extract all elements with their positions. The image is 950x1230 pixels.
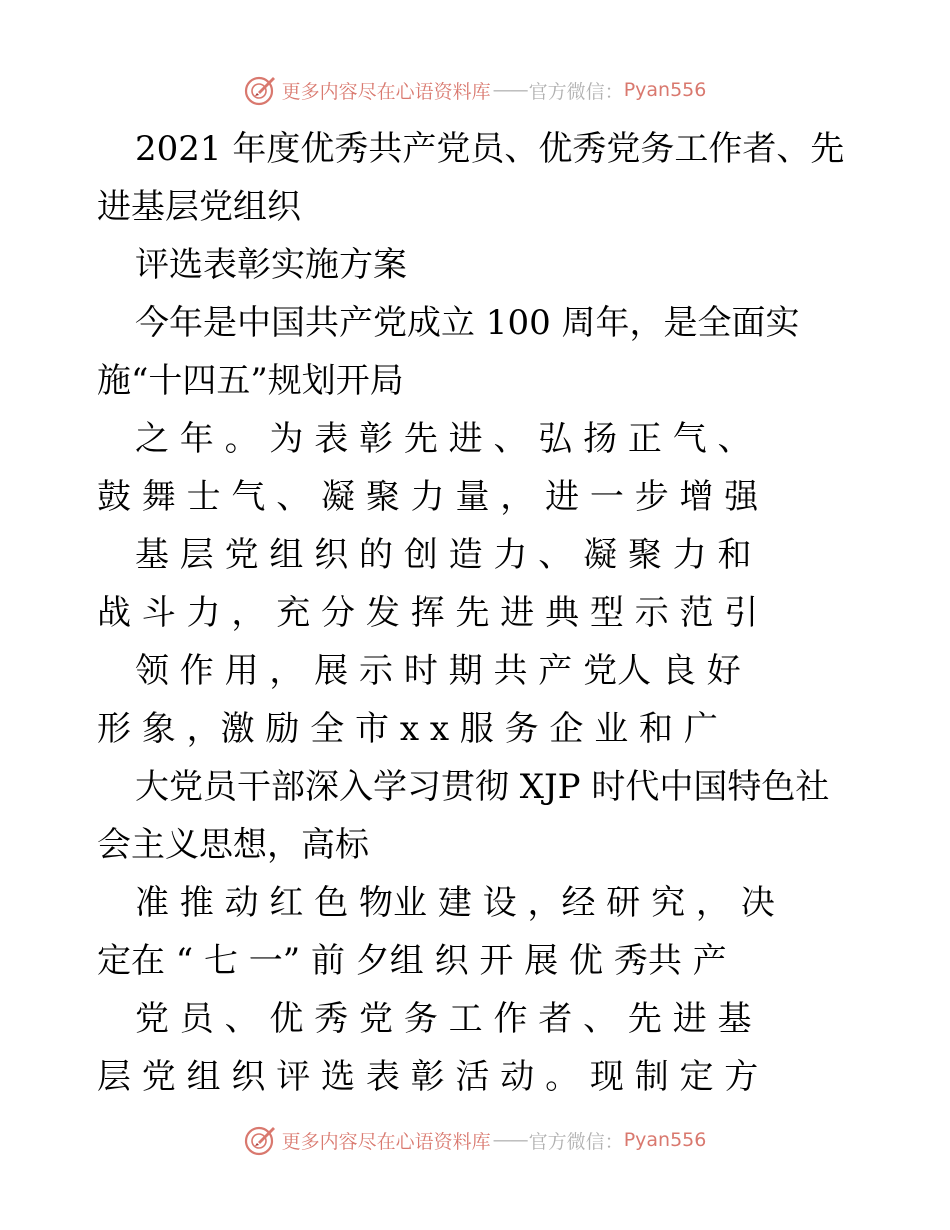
watermark-separator: —— bbox=[492, 79, 527, 101]
paragraph-line: 会主义思想，高标 bbox=[97, 825, 369, 865]
pen-logo-icon bbox=[244, 1123, 278, 1157]
watermark-footer bbox=[0, 1120, 950, 1160]
watermark-wechat-id: Pyan556 bbox=[623, 79, 707, 101]
paragraph-line: 定在 “ 七 一” 前 夕组 织 开 展 优 秀共 产 bbox=[97, 941, 727, 981]
paragraph-line: 基 层 党 组 织 的 创 造 力 、 凝 聚 力 和 bbox=[135, 535, 752, 575]
watermark-separator: —— bbox=[492, 1129, 527, 1151]
watermark-wechat-id: Pyan556 bbox=[623, 1129, 707, 1151]
paragraph-line: 之 年 。 为 表 彰 先 进 、 弘 扬 正 气 、 bbox=[135, 419, 752, 459]
paragraph-line: 层 党 组 织 评 选 表 彰 活 动 。 现 制 定 方 bbox=[97, 1057, 759, 1097]
watermark-wechat-label: 官方微信： bbox=[528, 1130, 624, 1153]
watermark-text: 更多内容尽在心语资料库 bbox=[281, 1130, 491, 1153]
title-line-1: 2021 年度优秀共产党员、优秀党务工作者、先 bbox=[135, 129, 845, 169]
paragraph-line: 战 斗 力 ， 充 分 发 挥 先 进 典 型 示 范 引 bbox=[97, 593, 759, 633]
paragraph-line: 领 作 用 ， 展 示 时 期 共 产 党人 良 好 bbox=[135, 651, 741, 691]
paragraph-line: 准 推 动 红 色 物业 建 设 ，经 研 究 ， 决 bbox=[135, 883, 775, 923]
paragraph-line: 施“十四五”规划开局 bbox=[97, 361, 404, 401]
watermark-wechat-label: 官方微信： bbox=[528, 80, 624, 103]
paragraph-line: 鼓 舞 士 气 、 凝 聚 力 量 ， 进 一 步 增 强 bbox=[97, 477, 759, 517]
paragraph-line: 党 员 、 优 秀 党 务 工 作 者 、 先 进 基 bbox=[135, 999, 752, 1039]
title-line-2: 进基层党组织 bbox=[97, 187, 301, 227]
paragraph-line: 大党员干部深入学习贯彻 XJP 时代中国特色社 bbox=[135, 767, 830, 807]
paragraph-line: 形 象 ，激 励 全 市 x x 服 务 企 业 和 广 bbox=[97, 709, 718, 749]
paragraph-line: 今年是中国共产党成立 100 周年，是全面实 bbox=[135, 303, 800, 343]
watermark-text: 更多内容尽在心语资料库 bbox=[281, 80, 491, 103]
subtitle-line: 评选表彰实施方案 bbox=[135, 245, 407, 285]
